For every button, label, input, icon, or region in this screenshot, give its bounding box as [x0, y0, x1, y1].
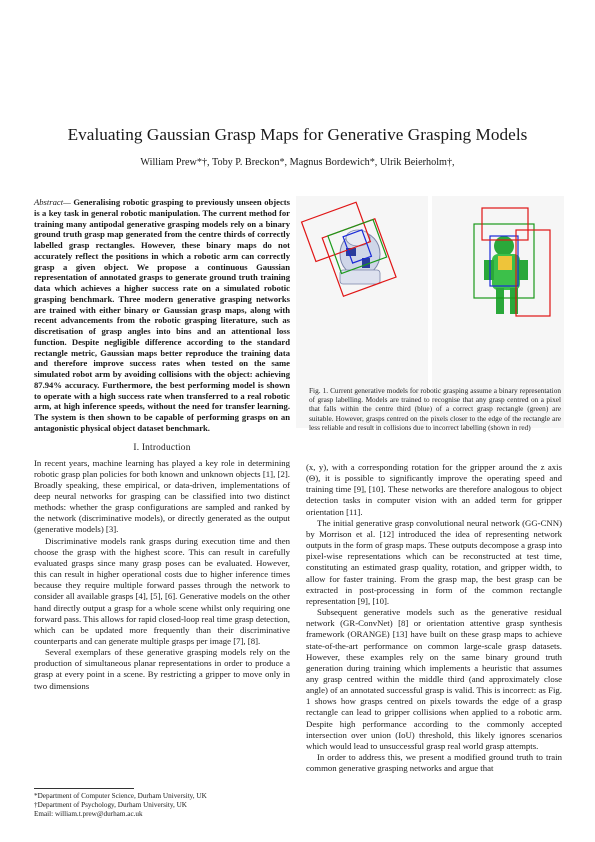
footnote-email: Email: william.t.prew@durham.ac.uk [34, 809, 143, 818]
left-column [34, 197, 290, 692]
footnote-affiliation-psych: †Department of Psychology, Durham University, UK [34, 800, 187, 809]
footnotes [34, 788, 207, 818]
figure-1-caption: Fig. 1. Current generative models for robotic grasping assume a binary representation of grasp labelling. Models are trained to recognise that any grasp centred on a pixel that falls within the centre third (blue) of a correct grasp rectangle (green) are suitable. However, grasps centred on the pixels closer to the edge of the rectangle are less reliable and result in collisions due to incorrect labelling (shown in red) [309, 386, 561, 432]
paper-title: Evaluating Gaussian Grasp Maps for Generative Grasping Models [67, 125, 528, 144]
footnote-affiliation-cs: *Department of Computer Science, Durham University, UK [34, 792, 207, 800]
right-paragraph-4: In order to address this, we present a modified ground truth to train common generative grasping networks and argue that [306, 752, 562, 774]
intro-paragraph-1: In recent years, machine learning has played a key role in determining robotic grasp plan policies for both known and unknown objects [1], [2]. Broadly speaking, these empirical, or data-driven, implementations of deep neural networks for grasping can be classified into two distinct methods: whether the grasp configurations are sampled and ranked by the network (discriminative models), or directly generated as the output (generative models) [3]. [34, 457, 290, 535]
abstract-lead: Abstract— [34, 197, 71, 207]
intro-paragraph-3: Several exemplars of these generative grasping models rely on the production of simultaneous planar representations in order to produce a grasp at every point in a scene. By restricting a gripper to move only in two dimensions [34, 647, 290, 691]
intro-paragraph-2: Discriminative models rank grasps during execution time and then choose the grasp with the highest score. This can result in carefully evaluated grasps since many grasp poses can be evaluated. However, this can result in higher operational costs due to higher inference times because they require multiple forward passes through the network to consider all available grasps [4], [5], [6]. Generative models on the other hand directly output a grasp for a whole scene whilst only requiring one forward pass. This allows for rapid closed-loop real time grasp detection, which can be updated more frequently than their discriminative counterparts and can generate multiple grasps per image [7], [8]. [34, 535, 290, 646]
author-list: William Prew*†, Toby P. Breckon*, Magnus Bordewich*, Ulrik Beierholm†, [140, 157, 455, 168]
abstract-text: Generalising robotic grasping to previously unseen objects is a key task in general robotic manipulation. The current method for training many antipodal generative grasping models rely on a binary ground truth grasp map generated from the centre thirds of correctly labelled grasp rectangles. However, these binary maps do not accurately reflect the positions in which a robotic arm can correctly grasp a given object. We propose a continuous Gaussian representation of annotated grasps to generate ground truth training data which achieves a higher success rate on a simulated robotic grasping benchmark. Three modern generative grasping networks are trained with either binary or Gaussian grasp maps, along with recent advancements from the robotic grasping literature, such as discretisation of grasp angles into bins and an attentional loss function. Despite negligible difference according to the standard rectangle metric, Gaussian maps better reproduce the training data and therefore improve success rates when tested on the same simulated robot arm by avoiding collisions with the object: achieving 87.94% accuracy. Furthermore, the best performing model is shown to operate with a high success rate when transferred to a real robotic arm, at high inference speeds, without the need for transfer learning. The system is then shown to be capable of performing grasps on an antagonistic physical object dataset benchmark. [34, 197, 290, 433]
abstract [34, 197, 290, 434]
right-paragraph-3: Subsequent generative models such as the generative residual network (GR-ConvNet) [8] or orientation attentive grasp synthesis framework (ORANGE) [13] have built on these grasp maps to achieve state-of-the-art performance on common large-scale grasp datasets. However, these examples rely on the same binary ground truth generation during training which implements a heuristic that assumes any grasp centred within the middle third (and approximately close angle) of an annotated successful grasp is valid. This is incorrect: as Fig. 1 shows how grasps centred on pixels towards the edge of a grasp rectangle can lead to gripper collisions when applied to a robotic arm. Despite high performance according to the commonly accepted intersection over union (IoU) threshold, this likely ignores scenarios which would lead to unsuccessful grasp real world grasp attempts. [306, 607, 562, 751]
right-column [306, 462, 562, 774]
right-paragraph-2: The initial generative grasp convolutional neural network (GG-CNN) by Morrison et al. [12] introduced the idea of representing network outputs in the form of grasp maps. These outputs decompose a grasp into pixel-wise representations which can be reconstructed at test time, constituting an estimated grasp quality, rotation, and gripper width, to allow for faster training. From the grasp map, the best grasp can be extracted in post-processing in form of the common rectangle representation [9], [10]. [306, 517, 562, 606]
section-heading-introduction: I. Introduction [133, 442, 191, 453]
right-paragraph-1: (x, y), with a corresponding rotation for the gripper around the z axis (Θ), it is possible to significantly improve the operating speed and training time [9], [10]. These networks are therefore analogous to object detection tasks in computer vision with an added term for gripper orientation [11]. [306, 462, 562, 517]
